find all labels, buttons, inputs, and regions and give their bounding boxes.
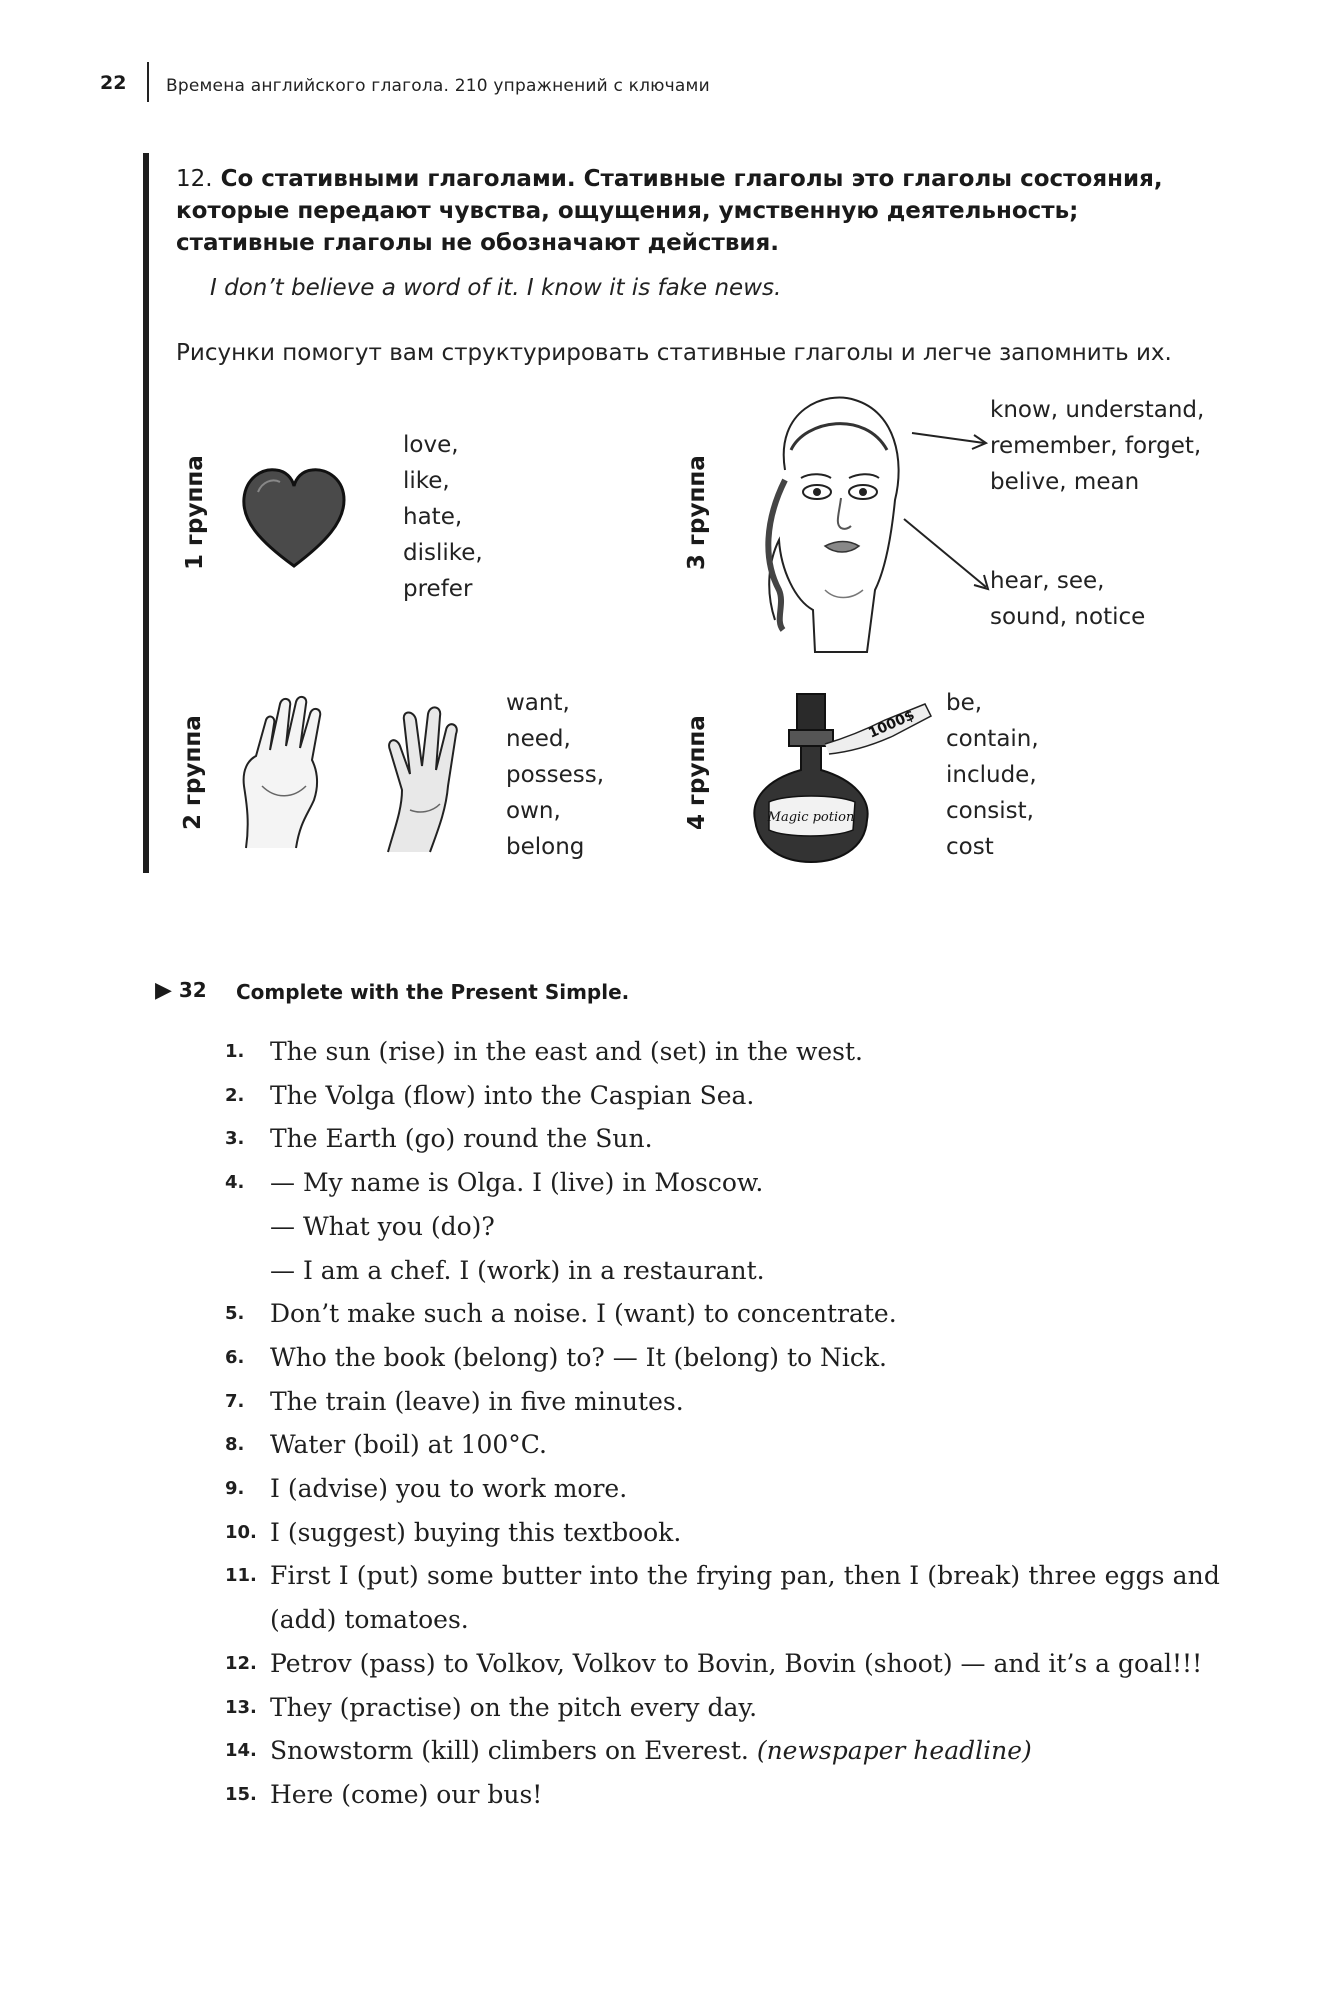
exercise-items [225,1030,1225,1817]
group-3-word: hear, see, [990,568,1105,594]
list-item: 13. They (practise) on the pitch every day. [225,1692,758,1722]
group-4-label: 4 группа [684,715,710,830]
item-note: (newspaper headline) [756,1736,1032,1766]
group-3-word: know, understand, [990,397,1205,423]
group-2-label: 2 группа [180,715,206,830]
header-divider [147,62,149,102]
group-4-word: be, [946,690,983,716]
group-3-word: sound, notice [990,604,1146,630]
page-number: 22 [100,72,127,94]
list-item: 5. Don’t make such a noise. I (want) to concentrate. [225,1299,897,1329]
list-item: 15. Here (come) our bus! [225,1779,543,1809]
list-item: 11. First I (put) some butter into the frying pan, then I (break) three eggs and (add) tomatoes. [225,1561,1220,1635]
list-item: 7. The train (leave) in five minutes. [225,1386,684,1416]
book-title: Времена английского глагола. 210 упражнений с ключами [166,76,710,96]
list-item: 12. Petrov (pass) to Volkov, Volkov to Bovin, Bovin (shoot) — and it’s a goal!!! [225,1648,1203,1678]
list-item: 3. The Earth (go) round the Sun. [225,1124,653,1154]
exercise-number-value: 32 [178,978,207,1002]
group-2-word: belong [506,834,585,860]
group-1-label: 1 группа [182,455,208,570]
group-1-word: love, [403,432,459,458]
exercise-number [155,978,207,1003]
list-item: 2. The Volga (flow) into the Caspian Sea. [225,1080,755,1110]
list-item: 10. I (suggest) buying this textbook. [225,1517,682,1547]
list-item: 9. I (advise) you to work more. [225,1474,628,1504]
bottle-label: Magic potion [767,810,855,825]
group-3-word: belive, mean [990,469,1140,495]
price-tag: 1000$ [866,707,918,742]
group-4-word: cost [946,834,994,860]
list-item: 6. Who the book (belong) to? — It (belong) to Nick. [225,1342,887,1372]
reaching-hand-icon [380,690,470,855]
face-icon [755,390,910,655]
group-1-word: hate, [403,504,463,530]
exercise-marker-icon: ▶ [155,978,172,1003]
pictures-intro: Рисунки помогут вам структурировать стативные глаголы и легче запомнить их. [176,340,1172,366]
group-3-word: remember, forget, [990,433,1202,459]
list-item: 8. Water (boil) at 100°C. [225,1430,547,1460]
group-4-word: include, [946,762,1037,788]
potion-bottle-icon [745,690,935,870]
group-4-word: consist, [946,798,1034,824]
group-3-words-bottom [990,563,1145,635]
list-item: 1. The sun (rise) in the east and (set) in the west. [225,1037,864,1066]
rule-sidebar-bar [143,153,149,873]
arrow-to-ears-icon [900,515,995,595]
group-1-word: dislike, [403,540,483,566]
exercise-title: Complete with the Present Simple. [236,980,630,1004]
group-3-words-top [990,392,1204,500]
rule-example: I don’t believe a word of it. I know it is fake news. [210,275,782,301]
group-2-word: need, [506,726,571,752]
rule-body: Со стативными глаголами. Стативные глаголы это глаголы состояния, которые передают чувства, ощущения, умственную деятельность; стативные глаголы не обозначают действия. [176,166,1163,256]
rule-text [176,163,1196,259]
group-1-words [403,427,483,607]
rule-number: 12. [176,166,213,192]
group-1-word: prefer [403,576,473,602]
group-2-word: want, [506,690,570,716]
open-hand-icon [236,690,336,850]
group-2-word: own, [506,798,561,824]
list-item: 14. Snowstorm (kill) climbers on Everest. (newspaper headline) [225,1736,1032,1766]
group-2-words [506,685,604,865]
group-2-word: possess, [506,762,605,788]
group-4-words [946,685,1039,865]
heart-icon [238,462,350,572]
group-4-word: contain, [946,726,1039,752]
group-1-word: like, [403,468,450,494]
list-item: 4. — My name is Olga. I (live) in Moscow. — What you (do)? — I am a chef. I (work) in a restaurant. [225,1168,765,1285]
arrow-to-head-icon [910,425,990,455]
group-3-label: 3 группа [684,455,710,570]
